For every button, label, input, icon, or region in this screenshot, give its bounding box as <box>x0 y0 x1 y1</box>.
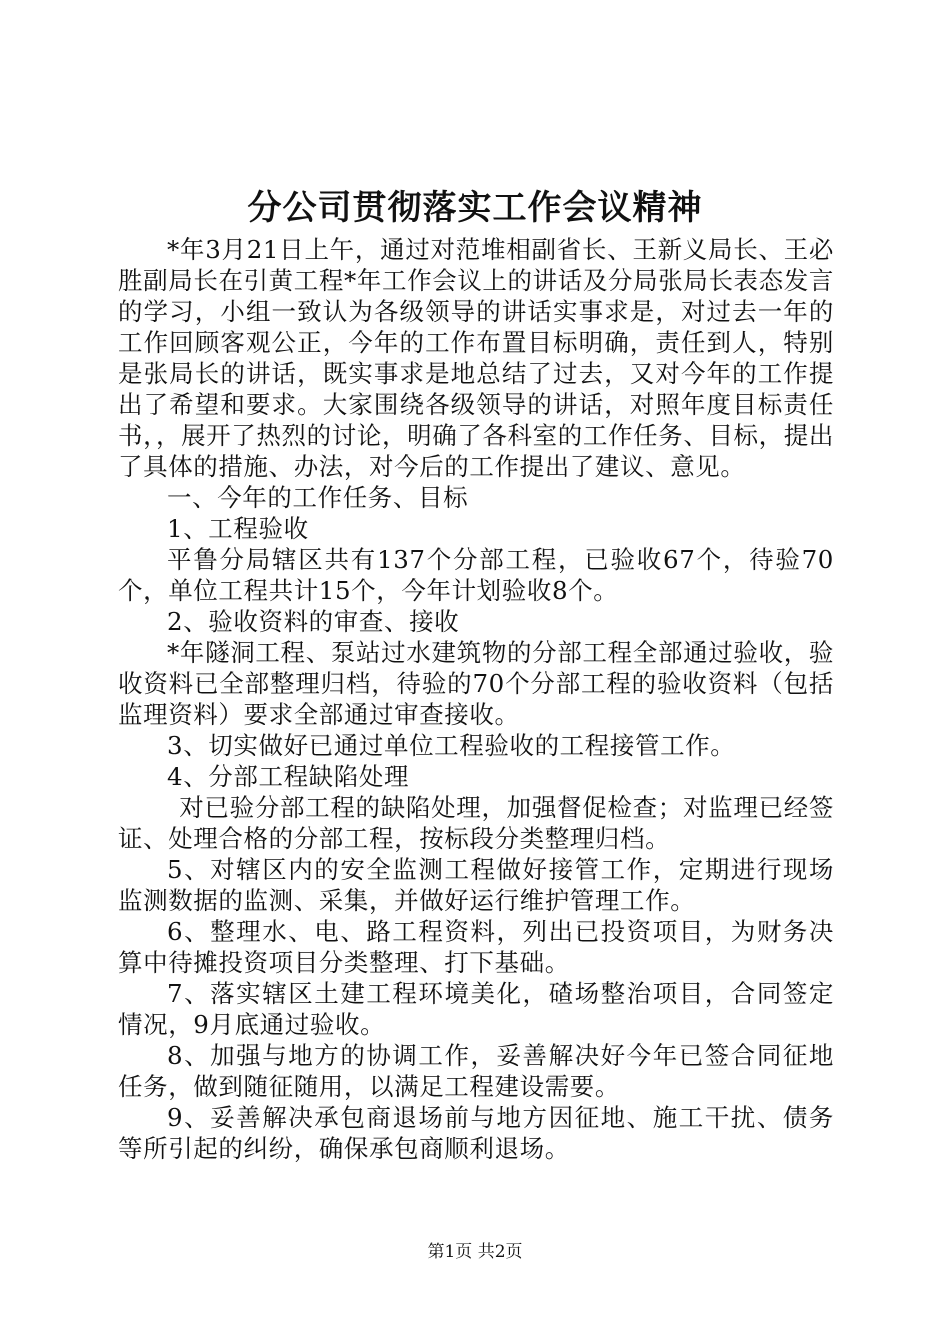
item-takeover: 3、切实做好已通过单位工程验收的工程接管工作。 <box>167 731 736 760</box>
item-disputes: 9、妥善解决承包商退场前与地方因征地、施工干扰、债务等所引起的纠纷，确保承包商顺利退场。 <box>118 1103 834 1163</box>
page-number: 第1页 共2页 <box>427 1242 523 1262</box>
item-heading-defects: 4、分部工程缺陷处理 <box>167 762 410 791</box>
item-environment: 7、落实辖区土建工程环境美化，碴场整治项目，合同签定情况，9月底通过验收。 <box>118 979 834 1039</box>
section-heading-tasks: 一、今年的工作任务、目标 <box>167 483 469 512</box>
item-monitoring: 5、对辖区内的安全监测工程做好接管工作，定期进行现场监测数据的监测、采集，并做好运行维护管理工作。 <box>118 855 834 915</box>
item-coordination: 8、加强与地方的协调工作，妥善解决好今年已签合同征地任务，做到随征随用，以满足工程建设需要。 <box>118 1041 834 1101</box>
paragraph-review: *年隧洞工程、泵站过水建筑物的分部工程全部通过验收，验收资料已全部整理归档，待验的70个分部工程的验收资料（包括监理资料）要求全部通过审查接收。 <box>118 638 834 729</box>
paragraph-defects: 对已验分部工程的缺陷处理，加强督促检查；对监理已经签证、处理合格的分部工程，按标段分类整理归档。 <box>118 793 834 853</box>
document-body <box>118 234 834 1164</box>
item-heading-acceptance: 1、工程验收 <box>167 514 309 543</box>
document-title: 分公司贯彻落实工作会议精神 <box>247 188 703 228</box>
paragraph-intro: *年3月21日上午，通过对范堆相副省长、王新义局长、王必胜副局长在引黄工程*年工作会议上的讲话及分局张局长表态发言的学习，小组一致认为各级领导的讲话实事求是，对过去一年的工作回顾客观公正，今年的工作布置目标明确，责任到人，特别是张局长的讲话，既实事求是地总结了过去，又对今年的工作提出了希望和要求。大家围绕各级领导的讲话，对照年度目标责任书，，展开了热烈的讨论，明确了各科室的工作任务、目标，提出了具体的措施、办法，对今后的工作提出了建议、意见。 <box>118 235 834 481</box>
item-heading-review: 2、验收资料的审查、接收 <box>167 607 460 636</box>
paragraph-acceptance: 平鲁分局辖区共有137个分部工程，已验收67个，待验70个，单位工程共计15个，今年计划验收8个。 <box>118 545 834 605</box>
item-records: 6、整理水、电、路工程资料，列出已投资项目，为财务决算中待摊投资项目分类整理、打下基础。 <box>118 917 834 977</box>
